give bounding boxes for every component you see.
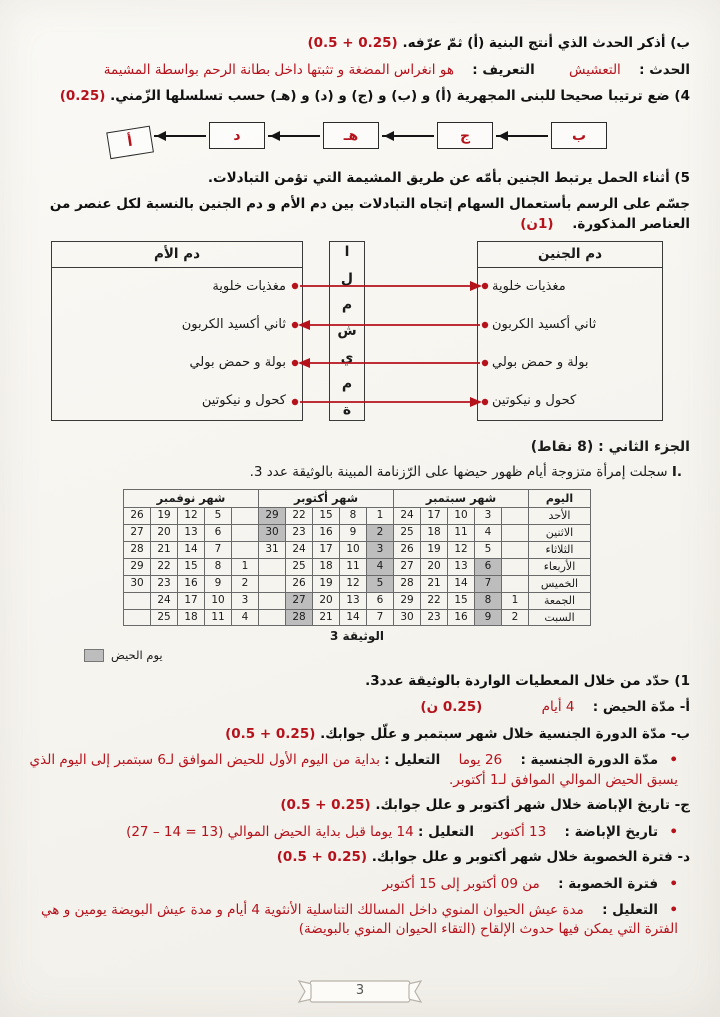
- calendar-date-cell: 14: [340, 609, 367, 626]
- calendar-date-cell: 20: [313, 592, 340, 609]
- day-name-cell: الاثنين: [529, 524, 591, 541]
- calendar-row: [124, 541, 591, 558]
- menses-day-cell: 3: [367, 541, 394, 558]
- calendar-date-cell: 8: [340, 507, 367, 524]
- question-b2-line: [24, 725, 690, 745]
- menses-day-cell: 2: [367, 524, 394, 541]
- menstrual-calendar-table: [123, 489, 591, 626]
- calendar-date-cell: [232, 507, 259, 524]
- ovulation-date-value: 13 أكتوبر: [492, 823, 547, 840]
- calendar-date-cell: 28: [394, 575, 421, 592]
- menses-day-cell: 28: [286, 609, 313, 626]
- calendar-date-cell: 16: [448, 609, 475, 626]
- sequence-letter-box: أ: [106, 126, 154, 160]
- left-arrow-icon: [496, 135, 548, 137]
- calendar-date-cell: 2: [232, 575, 259, 592]
- justification-label-c: التعليل :: [417, 823, 474, 840]
- calendar-date-cell: 13: [340, 592, 367, 609]
- calendar-date-cell: 22: [286, 507, 313, 524]
- exchange-item: بولة و حمض بولي: [492, 354, 589, 370]
- calendar-date-cell: 11: [448, 524, 475, 541]
- sequence-letter-box: د: [209, 122, 265, 149]
- exchange-item: بولة و حمض بولي: [189, 354, 286, 370]
- day-name-cell: الخميس: [529, 575, 591, 592]
- placenta-exchange-diagram: [51, 241, 663, 421]
- calendar-date-cell: 29: [124, 558, 151, 575]
- calendar-row: [124, 609, 591, 626]
- bullet-icon: •: [669, 823, 678, 840]
- page-number-ribbon: [296, 975, 424, 1007]
- sequence-letter-box: هـ: [323, 122, 379, 149]
- cycle-duration-value: 26 يوما: [458, 752, 503, 769]
- placenta-vertical-label: [329, 241, 365, 421]
- calendar-date-cell: 22: [421, 592, 448, 609]
- question-4-line: [24, 87, 690, 107]
- calendar-date-cell: 12: [448, 541, 475, 558]
- calendar-date-cell: 23: [151, 575, 178, 592]
- calendar-date-cell: 19: [313, 575, 340, 592]
- month-header: شهر نوفمبر: [124, 490, 259, 508]
- answer-a-score: (0.25 ن): [420, 699, 483, 716]
- calendar-date-cell: 12: [178, 507, 205, 524]
- calendar-header-row: [124, 490, 591, 508]
- calendar-row: [124, 558, 591, 575]
- day-name-cell: الأحد: [529, 507, 591, 524]
- calendar-date-cell: 24: [286, 541, 313, 558]
- calendar-date-cell: 10: [205, 592, 232, 609]
- calendar-date-cell: [232, 524, 259, 541]
- calendar-date-cell: 13: [178, 524, 205, 541]
- legend-label: يوم الحيض: [111, 647, 163, 662]
- calendar-date-cell: 25: [151, 609, 178, 626]
- calendar-date-cell: [502, 507, 529, 524]
- menses-day-cell: 5: [367, 575, 394, 592]
- answer-b-line: [24, 61, 690, 81]
- calendar-caption: الوثيقة 3: [330, 629, 384, 644]
- answer-c-line: [24, 823, 678, 843]
- menses-duration-value: 4 أيام: [541, 699, 575, 716]
- question-d-text: د- فترة الخصوبة خلال شهر أكتوبر و علل جوابك.: [371, 849, 690, 866]
- calendar-date-cell: 25: [286, 558, 313, 575]
- calendar-date-cell: 14: [448, 575, 475, 592]
- sequence-letter-box: ج: [437, 122, 493, 149]
- calendar-date-cell: 22: [151, 558, 178, 575]
- ovulation-date-label: تاريخ الإباضة :: [564, 823, 659, 840]
- calendar-date-cell: 12: [340, 575, 367, 592]
- bullet-icon: •: [669, 876, 678, 893]
- justification-value-d: مدة عيش الحيوان المنوي داخل المسالك التناسلية الأنثوية 4 أيام و مدة عيش البويضة يومين و هي الفترة التي يمكن فيها حدوث الإلقاح (التقاء الحيوان المنوي بالبويضة): [41, 901, 678, 938]
- calendar-date-cell: [502, 541, 529, 558]
- calendar-date-cell: 24: [394, 507, 421, 524]
- fertility-period-label: فترة الخصوبة :: [558, 876, 659, 893]
- calendar-date-cell: [259, 558, 286, 575]
- calendar-row: [124, 507, 591, 524]
- justification-value-b: بداية من اليوم الأول للحيض الموافق لـ6 سبتمبر إلى اليوم الذي يسبق الحيض الموالي الموافق لـ1 أكتوبر.: [29, 752, 678, 788]
- day-name-cell: السبت: [529, 609, 591, 626]
- calendar-date-cell: 15: [178, 558, 205, 575]
- calendar-date-cell: 20: [421, 558, 448, 575]
- day-column-header: اليوم: [529, 490, 591, 508]
- calendar-date-cell: 5: [475, 541, 502, 558]
- question-4-text: 4) ضع ترتيبا صحيحا للبنى المجهرية (أ) و (ب) و (ج) و (د) و (هـ) حسب تسلسلها الزّمني.: [110, 88, 690, 105]
- calendar-date-cell: 19: [151, 507, 178, 524]
- calendar-date-cell: 16: [313, 524, 340, 541]
- calendar-date-cell: 21: [421, 575, 448, 592]
- fertility-period-value: من 09 أكتوبر إلى 15 أكتوبر: [382, 876, 540, 893]
- question-5-intro: 5) أثناء الحمل يرتبط الجنين بأمّه عن طريق المشيمة التي تؤمن التبادلات.: [207, 169, 690, 186]
- day-name-cell: الجمعة: [529, 592, 591, 609]
- question-5-score: (1ن): [520, 215, 554, 232]
- exchange-item: ثاني أكسيد الكربون: [181, 316, 286, 332]
- answer-d1-line: [24, 875, 678, 895]
- page-number: 3: [355, 982, 365, 998]
- calendar-date-cell: 18: [178, 609, 205, 626]
- calendar-date-cell: [259, 609, 286, 626]
- calendar-date-cell: 10: [448, 507, 475, 524]
- calendar-date-cell: [124, 609, 151, 626]
- calendar-date-cell: [502, 575, 529, 592]
- calendar-date-cell: 31: [259, 541, 286, 558]
- part2-header: الجزء الثاني : (8 نقاط): [530, 439, 690, 456]
- calendar-date-cell: 7: [367, 609, 394, 626]
- bullet-icon: •: [669, 901, 678, 918]
- placenta-letter: ا: [344, 244, 350, 261]
- calendar-date-cell: 1: [502, 592, 529, 609]
- calendar-date-cell: 25: [394, 524, 421, 541]
- calendar-date-cell: [502, 558, 529, 575]
- part2-q1-header: 1) حدّد من خلال المعطيات الواردة بالوثيقة عدد3.: [365, 672, 690, 689]
- question-b-line: [24, 34, 690, 54]
- calendar-date-cell: 6: [367, 592, 394, 609]
- calendar-row: [124, 592, 591, 609]
- justification-label-d: التعليل :: [602, 901, 659, 918]
- justification-value-c: 14 يوما قبل بداية الحيض الموالي: [227, 823, 414, 840]
- calendar-date-cell: 24: [151, 592, 178, 609]
- calendar-row: [124, 575, 591, 592]
- exchange-item: ثاني أكسيد الكربون: [492, 316, 597, 332]
- calendar-date-cell: 14: [178, 541, 205, 558]
- calendar-date-cell: 17: [421, 507, 448, 524]
- page-footer: [0, 975, 720, 1007]
- placenta-letter: م: [341, 297, 353, 314]
- calendar-date-cell: 15: [313, 507, 340, 524]
- menses-day-cell: 4: [367, 558, 394, 575]
- event-label: الحدث :: [639, 61, 690, 78]
- fetus-blood-header: دم الجنين: [478, 242, 662, 268]
- left-arrow-icon: [382, 135, 434, 137]
- calendar-date-cell: 3: [232, 592, 259, 609]
- question-5-task: جسّم على الرسم بأستعمال السهام إتجاه التبادلات بين دم الأم و دم الجنين بالنسبة لكل عنصر من العناصر المذكورة.: [49, 196, 690, 232]
- calendar-date-cell: 9: [205, 575, 232, 592]
- calendar-date-cell: 20: [151, 524, 178, 541]
- calendar-date-cell: 13: [448, 558, 475, 575]
- calendar-date-cell: 17: [178, 592, 205, 609]
- calendar-date-cell: 17: [313, 541, 340, 558]
- calendar-date-cell: 8: [205, 558, 232, 575]
- menses-duration-label: أ- مدّة الحيض :: [592, 699, 690, 716]
- question-c-score: (0.5 + 0.25): [280, 797, 371, 814]
- exchange-item: مغذيات خلوية: [492, 278, 566, 294]
- calendar-date-cell: 26: [394, 541, 421, 558]
- month-header: شهر أكتوبر: [259, 490, 394, 508]
- sequence-letter-box: ب: [551, 122, 607, 149]
- day-name-cell: الثلاثاء: [529, 541, 591, 558]
- question-c-text: ج- تاريخ الإباضة خلال شهر أكتوبر و علل جوابك.: [375, 797, 690, 814]
- calendar-date-cell: 16: [178, 575, 205, 592]
- part2-intro-text: سجلت إمرأة متزوجة أيام ظهور حيضها على الرّزنامة المبينة بالوثيقة عدد 3.: [249, 463, 668, 480]
- placenta-letter: م: [341, 376, 353, 393]
- calendar-date-cell: 11: [205, 609, 232, 626]
- exchange-item: كحول و نيكوتين: [492, 392, 577, 408]
- event-value: التعشيش: [569, 61, 621, 78]
- calendar-date-cell: 4: [475, 524, 502, 541]
- calendar-date-cell: 2: [502, 609, 529, 626]
- definition-label: التعريف :: [472, 61, 535, 78]
- cycle-duration-label: مدّة الدورة الجنسية :: [520, 752, 659, 769]
- calendar-date-cell: 15: [448, 592, 475, 609]
- calendar-date-cell: [124, 592, 151, 609]
- question-b2-score: (0.5 + 0.25): [225, 725, 316, 742]
- justification-label-b: التعليل :: [384, 752, 441, 769]
- calendar-date-cell: 23: [421, 609, 448, 626]
- calendar-legend: [24, 647, 690, 664]
- calendar-date-cell: [232, 541, 259, 558]
- calendar-date-cell: 10: [340, 541, 367, 558]
- chronological-sequence-diagram: [97, 115, 617, 157]
- calendar-date-cell: 26: [286, 575, 313, 592]
- calendar-date-cell: [502, 524, 529, 541]
- menses-day-cell: 27: [286, 592, 313, 609]
- calendar-date-cell: 11: [340, 558, 367, 575]
- calendar-date-cell: 30: [394, 609, 421, 626]
- mother-blood-box: [51, 241, 303, 421]
- exchange-item: كحول و نيكوتين: [201, 392, 286, 408]
- menses-day-cell: 6: [475, 558, 502, 575]
- question-5-task-line: [24, 195, 690, 234]
- calendar-date-cell: 30: [124, 575, 151, 592]
- menses-day-cell: 29: [259, 507, 286, 524]
- calendar-date-cell: 7: [205, 541, 232, 558]
- placenta-letter: ش: [337, 323, 357, 340]
- calendar-date-cell: 26: [124, 507, 151, 524]
- calendar-date-cell: 18: [421, 524, 448, 541]
- question-4-score: (0.25): [59, 88, 106, 105]
- calendar-row: [124, 524, 591, 541]
- calendar-date-cell: 6: [205, 524, 232, 541]
- question-d-line: [24, 848, 690, 868]
- calendar-date-cell: 29: [394, 592, 421, 609]
- calendar-date-cell: 28: [124, 541, 151, 558]
- definition-value: هو انغراس المضغة و تثبتها داخل بطانة الرحم بواسطة المشيمة: [103, 61, 454, 78]
- roman-numeral: I.: [671, 463, 682, 480]
- day-name-cell: الأربعاء: [529, 558, 591, 575]
- calendar-date-cell: 1: [367, 507, 394, 524]
- calendar-date-cell: 21: [313, 609, 340, 626]
- fetus-items-list: [478, 268, 662, 420]
- left-arrow-icon: [154, 135, 206, 137]
- answer-b2-line: [24, 751, 678, 790]
- left-arrow-icon: [268, 135, 320, 137]
- question-d-score: (0.5 + 0.25): [276, 849, 368, 866]
- ovulation-formula: (27 – 14 = 13): [126, 823, 224, 840]
- calendar-date-cell: 18: [313, 558, 340, 575]
- calendar-date-cell: 21: [151, 541, 178, 558]
- calendar-date-cell: [259, 575, 286, 592]
- question-c-line: [24, 796, 690, 816]
- fetus-blood-box: [477, 241, 663, 421]
- mother-items-list: [52, 268, 302, 420]
- menses-day-cell: 30: [259, 524, 286, 541]
- calendar-date-cell: 5: [205, 507, 232, 524]
- menses-day-cell: 8: [475, 592, 502, 609]
- calendar-date-cell: 3: [475, 507, 502, 524]
- placenta-letter: ل: [340, 270, 354, 287]
- question-b-text: ب) أذكر الحدث الذي أنتج البنية (أ) ثمّ عرّفه.: [402, 35, 690, 51]
- calendar-date-cell: [259, 592, 286, 609]
- placenta-letter: ي: [340, 349, 354, 366]
- part2-intro-line: [24, 463, 690, 483]
- menses-day-cell: 7: [475, 575, 502, 592]
- menses-day-cell: 9: [475, 609, 502, 626]
- mother-blood-header: دم الأم: [52, 242, 302, 268]
- calendar-date-cell: 27: [124, 524, 151, 541]
- calendar-date-cell: 9: [340, 524, 367, 541]
- placenta-letter: ة: [342, 402, 352, 419]
- calendar-date-cell: 4: [232, 609, 259, 626]
- answer-a-line: [24, 698, 690, 718]
- exchange-item: مغذيات خلوية: [212, 278, 286, 294]
- answer-d2-line: [24, 901, 678, 940]
- calendar-date-cell: 1: [232, 558, 259, 575]
- question-b-score: (0.5 + 0.25): [307, 35, 398, 51]
- calendar-date-cell: 27: [394, 558, 421, 575]
- month-header: شهر سبتمبر: [394, 490, 529, 508]
- menses-day-swatch: [84, 649, 104, 662]
- calendar-date-cell: 19: [421, 541, 448, 558]
- calendar-date-cell: 23: [286, 524, 313, 541]
- question-b2-text: ب- مدّة الدورة الجنسية خلال شهر سبتمبر و علّل جوابك.: [320, 725, 690, 742]
- bullet-icon: •: [669, 752, 678, 769]
